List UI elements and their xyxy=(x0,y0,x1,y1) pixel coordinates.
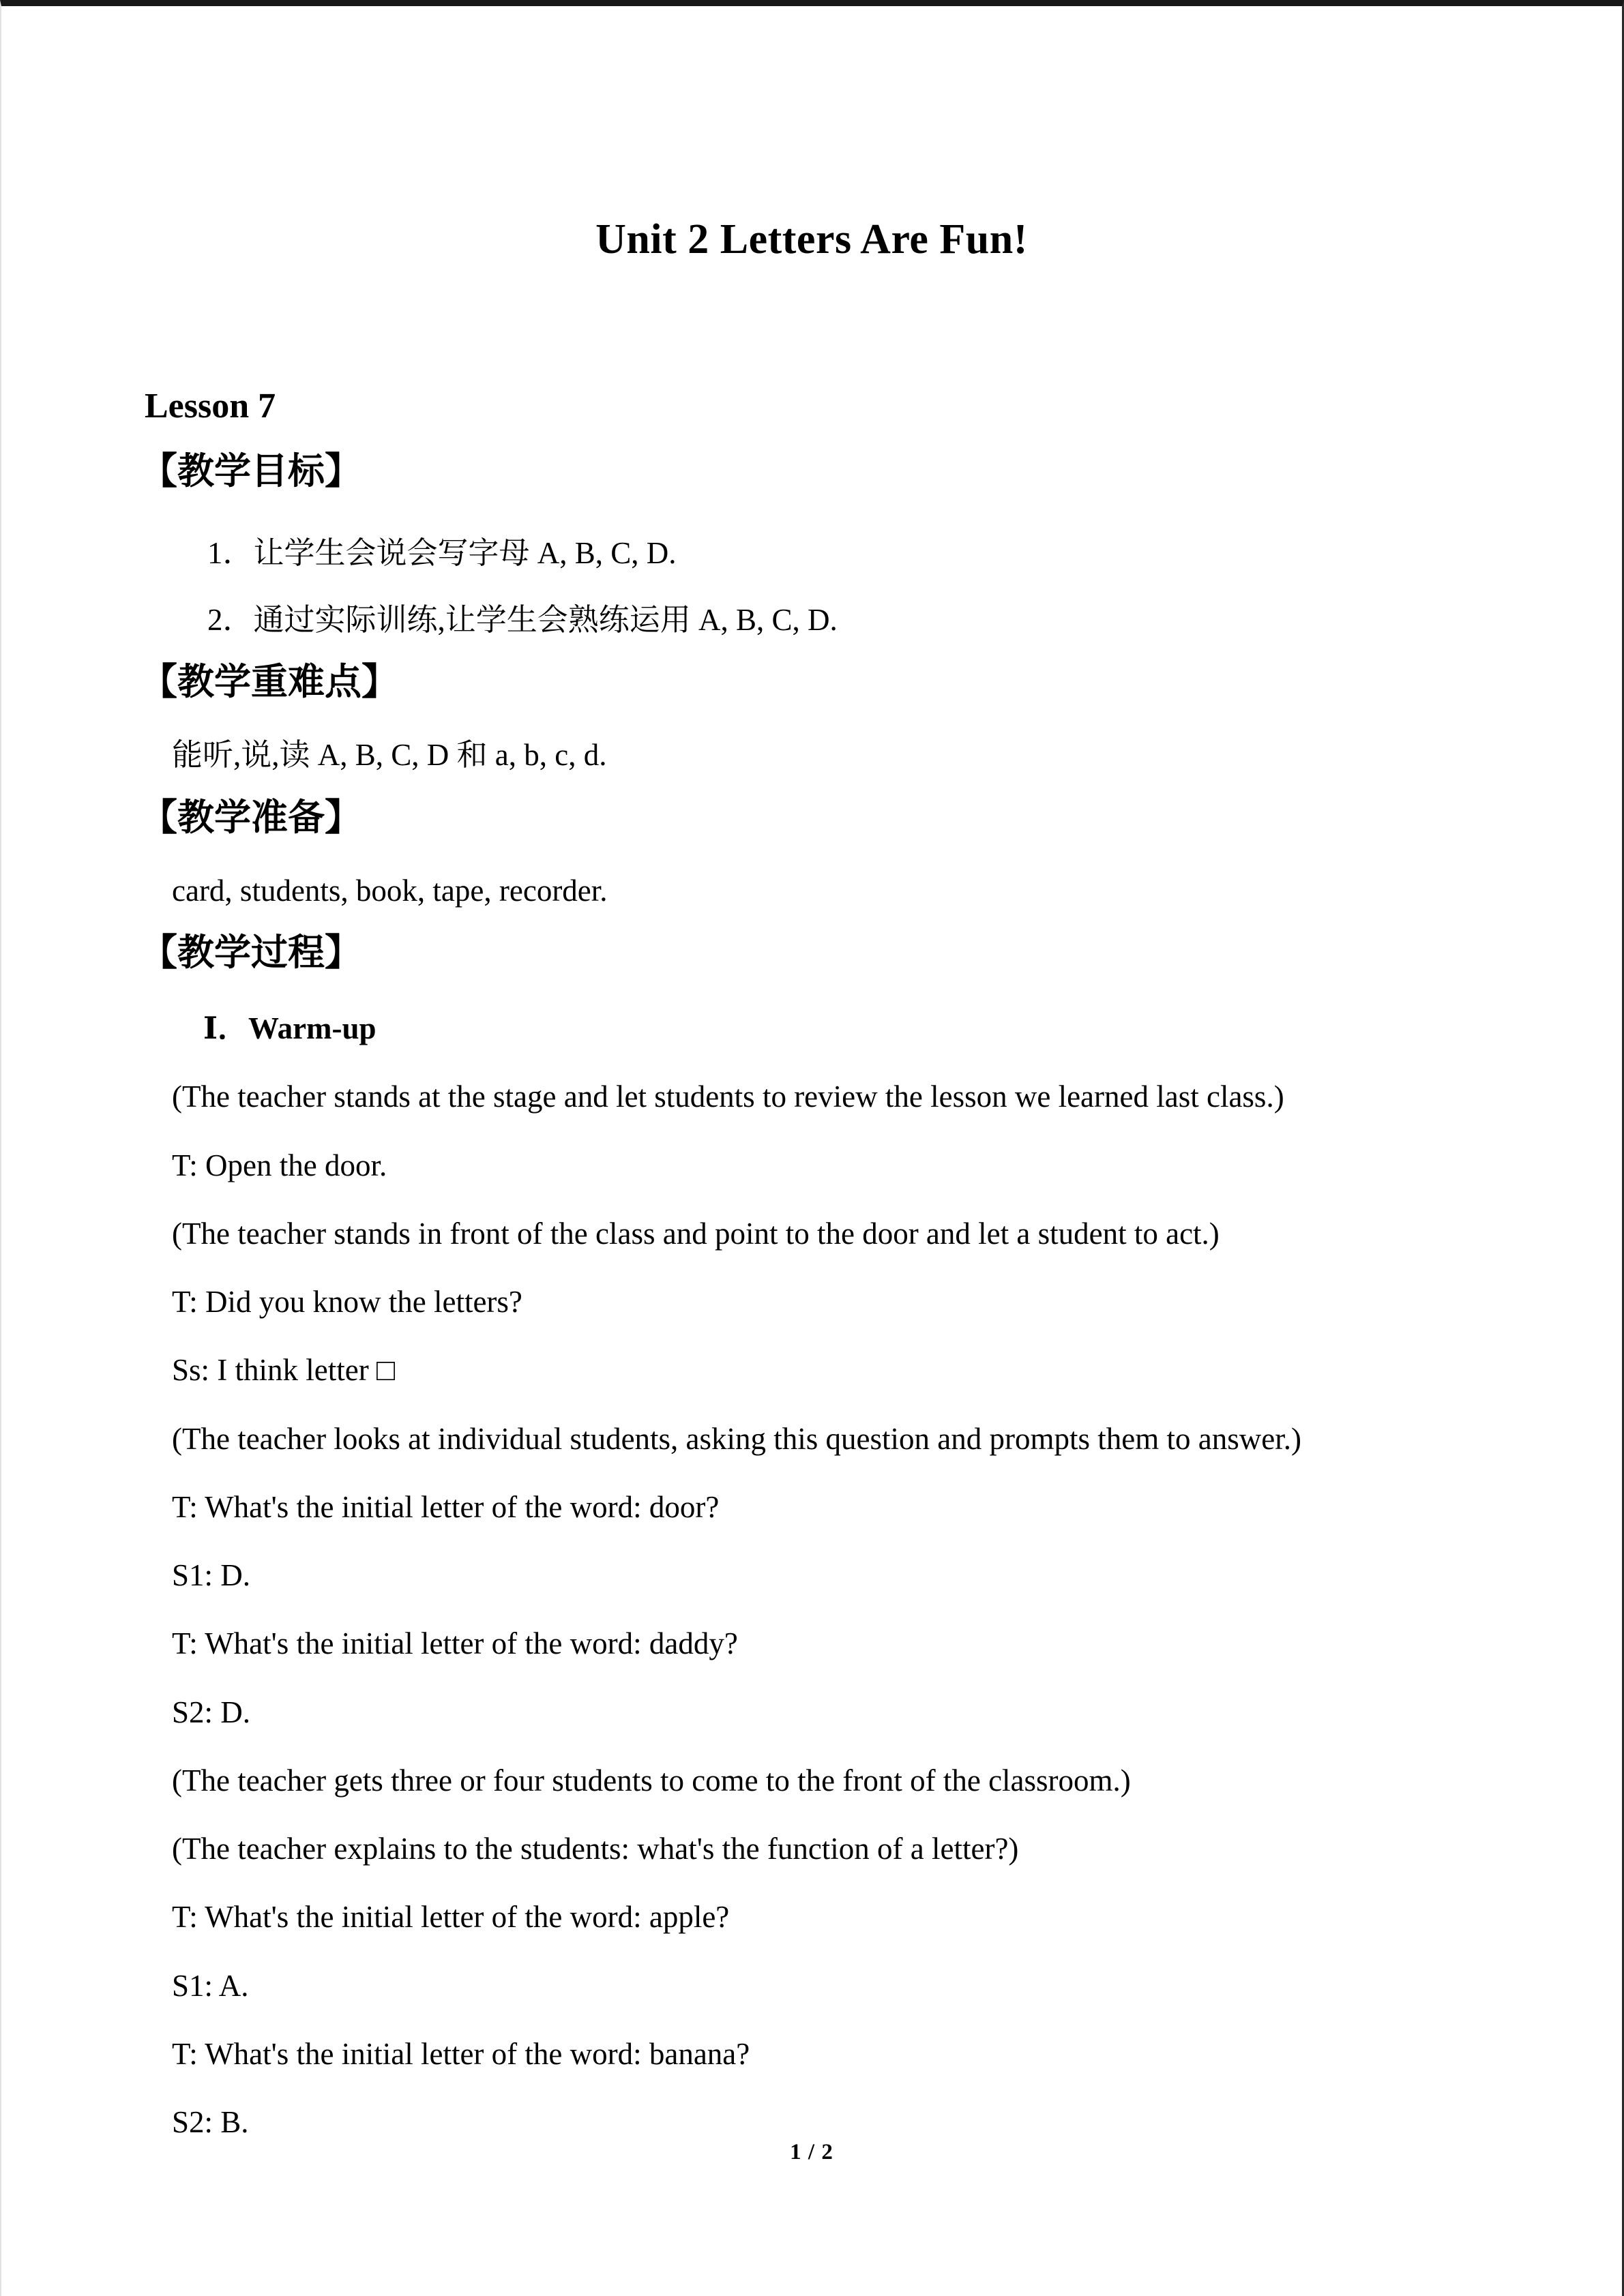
dialogue-line: (The teacher gets three or four students to come to the front of the classroom.) xyxy=(172,1763,1131,1798)
dialogue-line: S1: A. xyxy=(172,1968,249,2003)
preparation-text: card, students, book, tape, recorder. xyxy=(172,873,608,908)
dialogue-line: S2: B. xyxy=(172,2105,249,2140)
objective-item-2: 2．通过实际训练,让学生会熟练运用 A, B, C, D. xyxy=(207,602,838,637)
section-heading-preparation: 【教学准备】 xyxy=(141,795,361,839)
dialogue-line: Ss: I think letter □ xyxy=(172,1353,396,1388)
section-heading-key-points: 【教学重难点】 xyxy=(141,660,398,704)
dialogue-line: T: What's the initial letter of the word: apple? xyxy=(172,1900,730,1935)
page-title: Unit 2 Letters Are Fun! xyxy=(595,216,1028,263)
dialogue-line: S2: D. xyxy=(172,1695,251,1729)
page-content xyxy=(1,6,1622,2296)
process-step-warmup: Ⅰ．Warm-up xyxy=(203,1011,377,1046)
dialogue-line: T: What's the initial letter of the word: daddy? xyxy=(172,1626,738,1661)
dialogue-line: (The teacher stands in front of the class and point to the door and let a student to act.) xyxy=(172,1216,1220,1251)
dialogue-line: T: Did you know the letters? xyxy=(172,1285,522,1320)
dialogue-line: (The teacher stands at the stage and let students to review the lesson we learned last class.) xyxy=(172,1079,1284,1114)
dialogue-line: T: What's the initial letter of the word: banana? xyxy=(172,2036,750,2071)
lesson-heading: Lesson 7 xyxy=(145,387,276,426)
objective-item-1: 1．让学生会说会写字母 A, B, C, D. xyxy=(207,535,677,570)
dialogue-line: S1: D. xyxy=(172,1558,251,1593)
section-heading-objectives: 【教学目标】 xyxy=(141,449,361,493)
dialogue-line: (The teacher explains to the students: what's the function of a letter?) xyxy=(172,1832,1019,1866)
dialogue-line: T: Open the door. xyxy=(172,1148,387,1182)
key-points-text: 能听,说,读 A, B, C, D 和 a, b, c, d. xyxy=(172,738,607,773)
section-heading-process: 【教学过程】 xyxy=(141,930,361,974)
dialogue-line: (The teacher looks at individual students, asking this question and prompts them to answer.) xyxy=(172,1421,1301,1456)
page-footer: 1 / 2 xyxy=(790,2140,833,2164)
dialogue-line: T: What's the initial letter of the word: door? xyxy=(172,1489,720,1524)
